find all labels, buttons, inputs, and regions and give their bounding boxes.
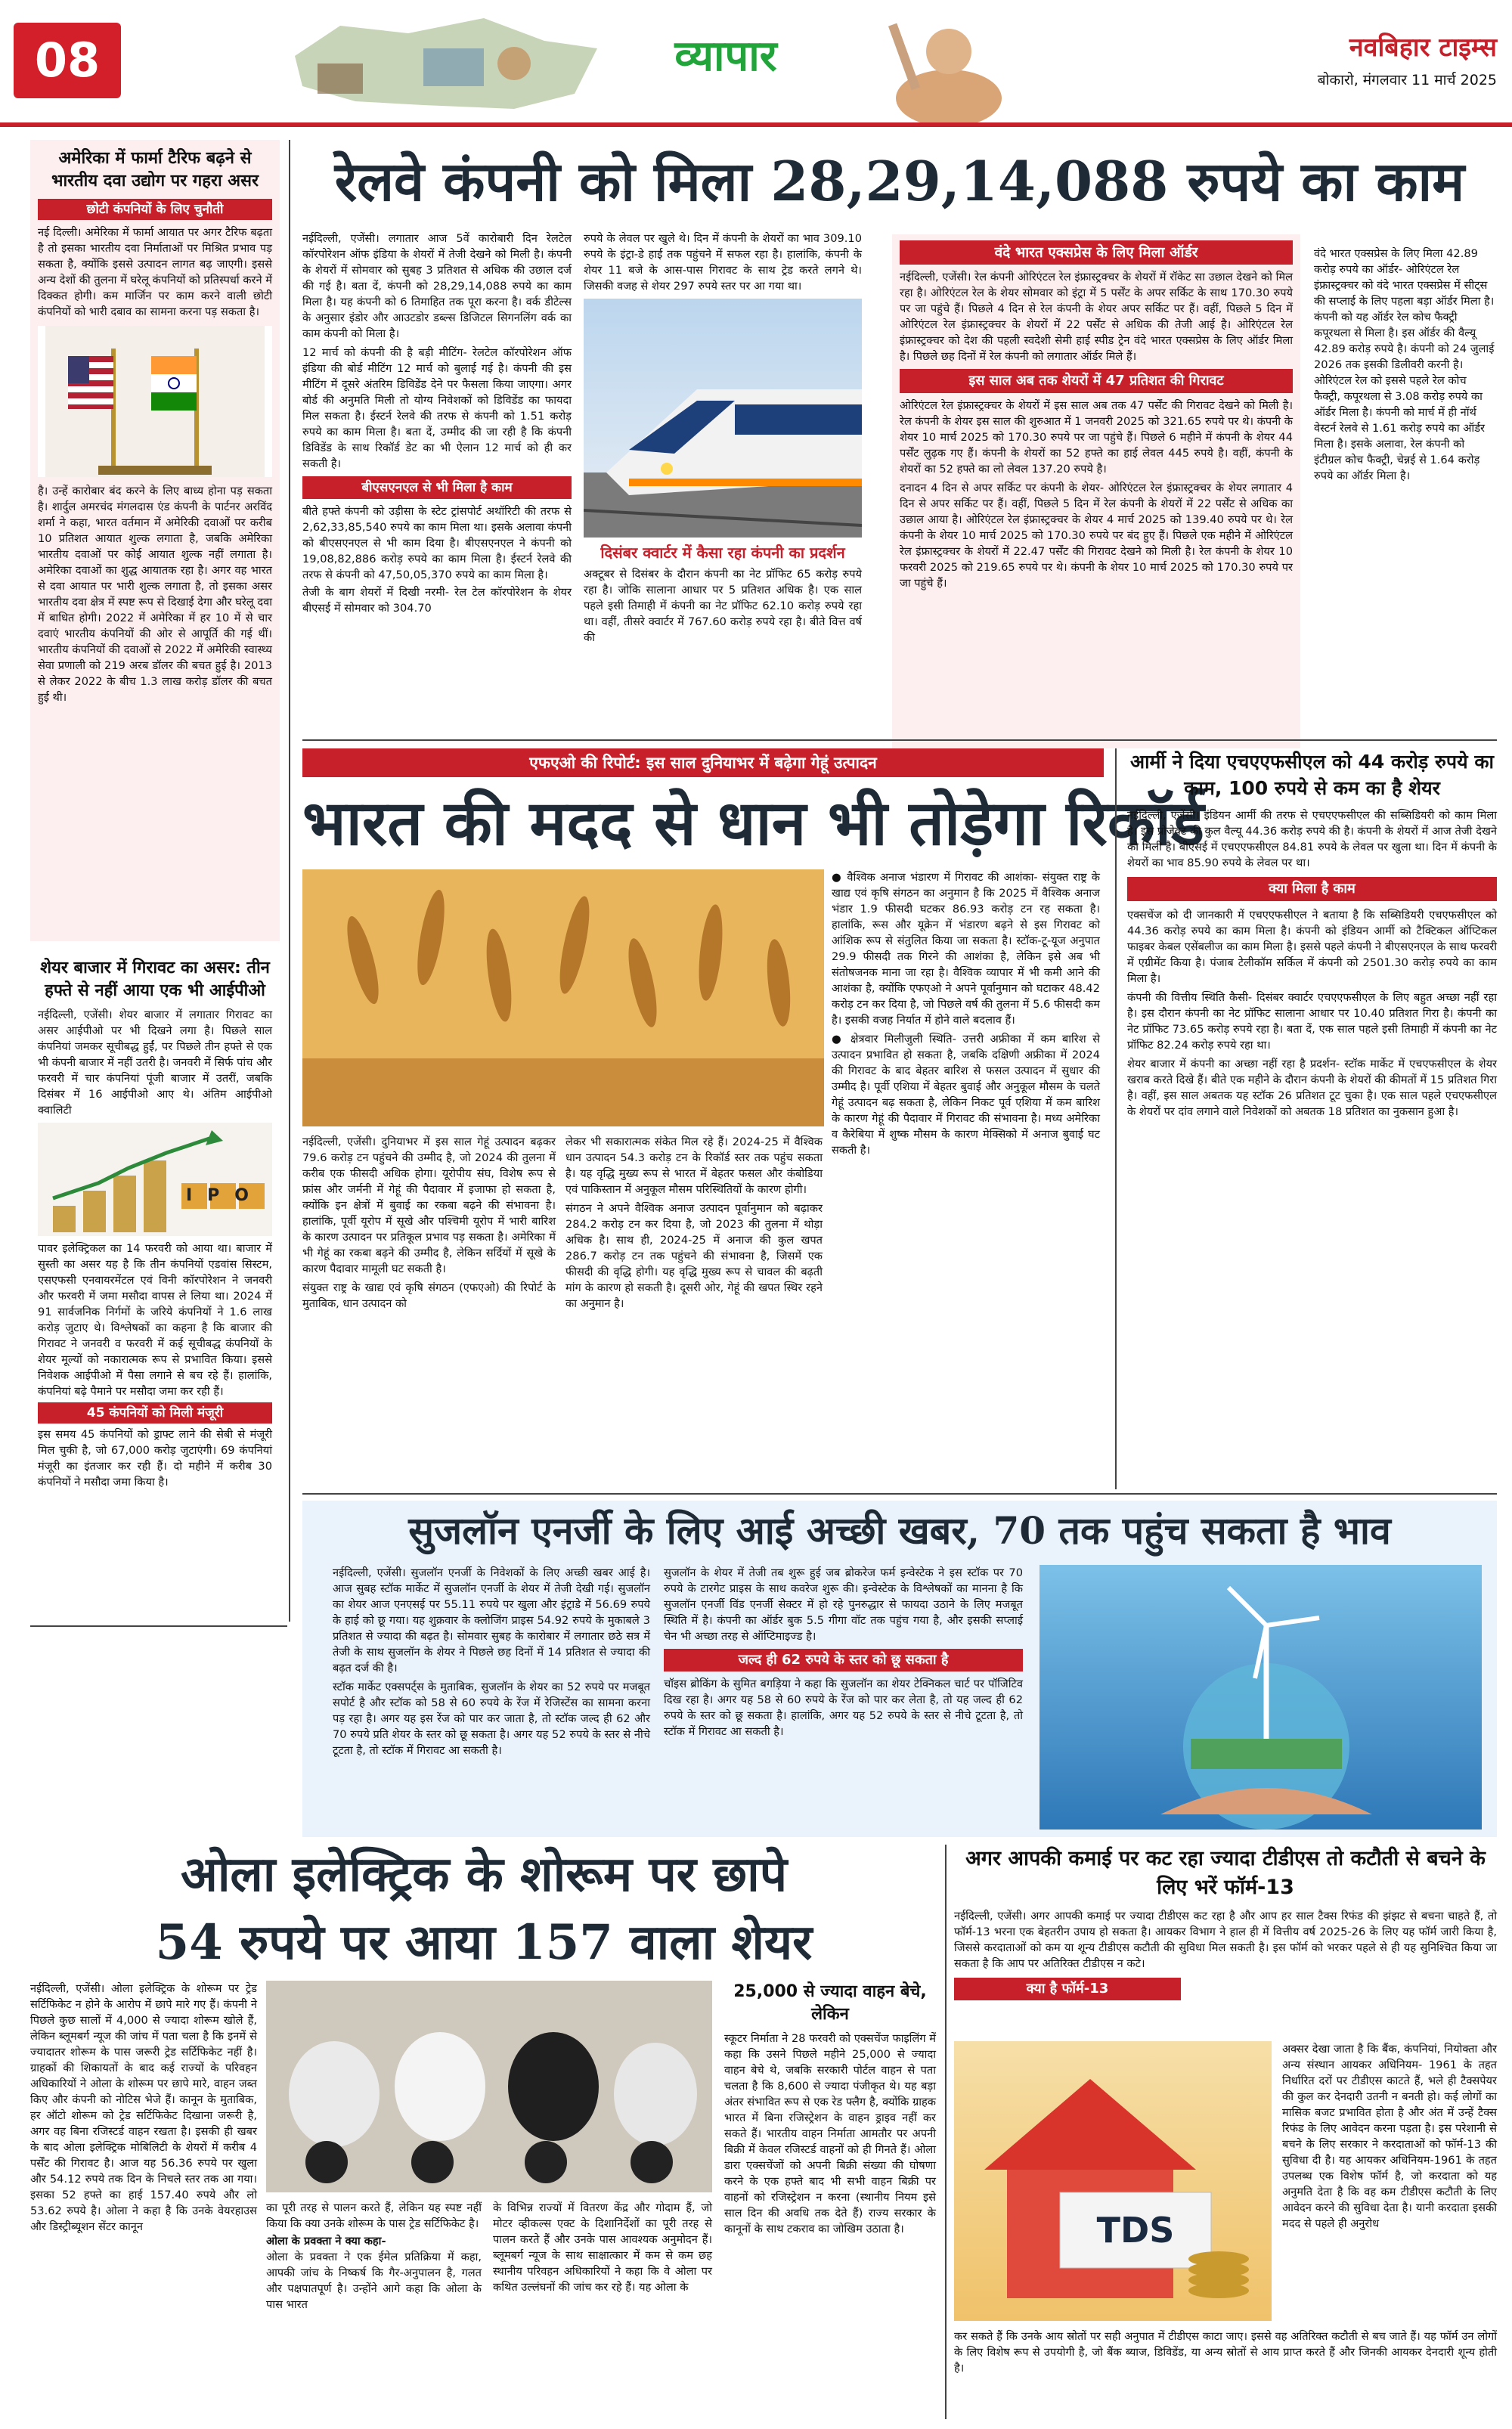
- vahan-para: स्कूटर निर्माता ने 28 फरवरी को एक्सचेंज फाइलिंग में कहा कि उसने पिछले महीने 25,000 से ज्यादा वाहन बेचे थे, जबकि सरकारी पोर्टल वाहन से पता चलता है कि 8,600 से ज्यादा पंजीकृत थे। यह बड़ा अंतर संभावित रूप से एक रेड फ्लैग है, क्योंकि ग्राहक भारत में बिना रजिस्ट्रेशन के वाहन ड्राइव नहीं कर सकते हैं। भारतीय वाहन निर्माता आमतौर पर अपनी बिक्री में केवल रजिस्टर्ड वाहनों को ही गिनते हैं। ओला डारा एक्सचेंजों को अपनी बिक्री संख्या की घोषणा करने के एक हफ्ते बाद भी सभी वाहन बिक्री पर वाहनों को रजिस्ट्रेशन न करना (स्थानीय नियम इसे साल दिन की अवधि तक देते हैं) राज्य सरकार के कानूनों के साथ टकराव का जोखिम उठाता है।: [724, 2032, 936, 2235]
- tds-illustration: [954, 2041, 1272, 2321]
- ola-headline-2: 54 रुपये पर आया 157 वाला शेयर: [155, 1914, 813, 1971]
- ola-col-1: [30, 1981, 257, 2419]
- mid-rule-1: [302, 739, 1497, 741]
- wheat-col-1: [302, 1134, 556, 1482]
- suzlon-para-1: नईदिल्ली, एजेंसी। सुजलॉन एनर्जी के निवेशकों के लिए अच्छी खबर आई है। आज सुबह स्टॉक मार्केट में सुजलॉन एनर्जी के शेयर में तेजी देखी गई। सुजलॉन का शेयर आज एनएसई पर 55.11 रुपये पर खुला और इंट्राडे में 56.69 रुपये के हाई को छू गया। यह शुक्रवार के क्लोजिंग प्राइस 54.92 रुपये के मुकाबले 3 प्रतिशत से ज्यादा की बढ़त है। सोमवार सुबह के कारोबार में लगातार छठे सत्र में तेजी के साथ सुजलॉन के शेयर ने पिछले छह दिनों में 14 प्रतिशत से ज्यादा की बढ़त दर्ज की है।: [333, 1566, 650, 1675]
- ola-col-2: [266, 2200, 482, 2419]
- pharma-para-2: है। उन्हें कारोबार बंद करने के लिए बाध्य होना पड़ सकता है। शार्दुल अमरचंद मंगलदास एंड कंपनी के पार्टनर अरविंद शर्मा ने कहा, भारत वर्तमान में अमेरिकी दवाओं पर करीब 10 प्रतिशत आयात शुल्क लगाता है, जबकि अमेरिका भारतीय दवाओं पर कोई आयात शुल्क नहीं लगाता है। अमेरिका दवाओं का शुद्ध आयातक रहा है। अगर वह भारत से दवा आयात पर भारी शुल्क लगाता है, तो इसका असर भारतीय दवा क्षेत्र में स्पष्ट रूप से दिखाई देगा और घरेलू दवा में बाधित होगी। 2022 में अमेरिका में हर 10 में से चार दवाएं भारतीय कंपनियों की ओर से आपूर्ति की गई थीं। भारतीय कंपनियों की दवाओं से 2022 में अमेरिकी स्वास्थ्य सेवा प्रणाली को 219 अरब डॉलर की बचत हुई है। 2013 से लेकर 2022 के बीच 1.3 लाख करोड़ डॉलर की बचत हुई थी।: [38, 485, 272, 704]
- bullet-icon: ●: [832, 1033, 851, 1046]
- ola-para-3: ओला के प्रवक्ता ने एक ईमेल प्रतिक्रिया में कहा, आपकी जांच के निष्कर्ष कि गैर-अनुपालन है, गलत और पक्षपातपूर्ण है। उन्होंने आगे कहा कि ओला के पास भारत: [266, 2251, 482, 2311]
- ola-divider: [945, 1845, 947, 2419]
- wheat-kicker: एफएओ की रिपोर्ट: इस साल दुनियाभर में बढ़ेगा गेहूं उत्पादन: [302, 748, 1104, 777]
- page-number: 08: [34, 33, 101, 88]
- suzlon-col-2: [664, 1565, 1023, 1829]
- railway-para-2: 12 मार्च को कंपनी की है बड़ी मीटिंग- रेलटेल कॉरपोरेशन ऑफ इंडिया की बोर्ड मीटिंग 12 मार्च को बुलाई गई है। कंपनी की इस मीटिंग में दूसरे अंतरिम डिविडेंड देने पर फैसला किया जाएगा। अगर बोर्ड की अनुमति मिली तो योग्य निवेशकों को डिविडेंड का फायदा मिल सकता है। ईस्टर्न रेलवे की तरफ से कंपनी को 1.51 करोड़ रुपये का काम मिला है। बता दें, उम्मीद की जा रही है कि कंपनी डिविडेंड के साथ रिकॉर्ड डेट का भी ऐलान 12 मार्च को ही कर सकती है।: [302, 346, 572, 470]
- header-figure: [869, 8, 1028, 129]
- vande-para-2: ओरिएंटल रेल इंफ्रास्ट्रक्चर के शेयरों में इस साल अब तक 47 पर्सेंट की गिरावट देखने को मिली है। रेल कंपनी के शेयर इस साल की शुरुआत में 1 जनवरी 2025 को 321.65 रुपये पर थे। कंपनी के शेयर 10 मार्च 2025 को 170.30 रुपये पर जा पहुंचे हैं। पिछले 6 महीने में कंपनी के शेयर 44 पर्सेंट लुढ़क गए हैं। कंपनी के शेयरों का 52 हफ्ते का हाई लेवल 445 रुपये है। वहीं, कंपनी के शेयरों का 52 हफ्ते का लो लेवल 137.20 रुपये है।: [900, 399, 1293, 476]
- army-subhead: क्या मिला है काम: [1127, 877, 1497, 901]
- suzlon-story: [302, 1501, 1497, 1837]
- bullet-icon: ●: [832, 871, 847, 884]
- suzlon-col-1: [333, 1565, 650, 1829]
- tds-bottom: [954, 2328, 1497, 2419]
- army-headline: आर्मी ने दिया एचएएफसीएल को 44 करोड़ रुपये का काम, 100 रुपये से कम का है शेयर: [1129, 751, 1495, 799]
- masthead-brand: नवबिहार टाइम्स: [1349, 33, 1497, 63]
- wheat-para-4: संगठन ने अपने वैश्विक अनाज उत्पादन पूर्वानुमान को बढ़ाकर 284.2 करोड़ टन कर दिया है, जो 2023 की तुलना में थोड़ा अधिक है। साथ ही, 2024-25 में अनाज की कुल खपत 286.7 करोड़ टन तक पहुंचने की संभावना है, जिसमें एक फीसदी की वृद्धि होगी। यह वृद्धि मुख्य रूप से चावल की बढ़ती मांग के कारण हो सकती है। दूसरी ओर, गेहूं की खपत स्थिर रहने का अनुमान है।: [565, 1202, 823, 1310]
- army-para-4: शेयर बाजार में कंपनी का अच्छा नहीं रहा है प्रदर्शन- स्टॉक मार्केट में एचएफसीएल के शेयर खराब करते दिखे हैं। बीते एक महीने के दौरान कंपनी के शेयरों की कीमतों में 15 प्रतिशत गिरा है। वहीं, इस साल अबतक यह स्टॉक 26 प्रतिशत टूट चुका है। एक साल पहले एचएफसीएल के शेयरों पर दांव लगाने वाले निवेशकों को अबतक 18 प्रतिशत का नुकसान हुआ है।: [1127, 1058, 1497, 1118]
- wind-turbine-illustration: [1040, 1565, 1482, 1829]
- railway-para-6: अक्टूबर से दिसंबर के दौरान कंपनी का नेट प्रॉफिट 65 करोड़ रुपये रहा है। जोकि सालाना आधार पर 5 प्रतिशत अधिक है। एक साल पहले इसी तिमाही में कंपनी का नेट प्रॉफिट 62.10 करोड़ रुपये रहा था। वहीं, तीसरे क्वार्टर में 767.60 करोड़ रुपये रहा है। बीते वित्त वर्ष की: [584, 568, 862, 644]
- decorative-figure-icon: [869, 8, 1028, 129]
- wheat-headline: भारत की मदद से धान भी तोड़ेगा रिकॉर्ड: [302, 787, 1204, 860]
- army-para-3: कंपनी की वित्तीय स्थिति कैसी- दिसंबर क्वार्टर एचएएफसीएल के लिए बहुत अच्छा नहीं रहा है। इस दौरान कंपनी का नेट प्रॉफिट सालाना आधार पर 10.40 प्रतिशत गिरा है। कंपनी का नेट प्रॉफिट 73.65 करोड़ रुपये रहा है। बता दें, एक साल पहले इसी तिमाही में कंपनी का नेट प्रॉफिट 82.24 करोड़ रुपये रहा था।: [1127, 991, 1497, 1052]
- railway-col-1: [302, 231, 572, 730]
- header-collage: [287, 11, 605, 116]
- railway-para-3: बीते हफ्ते कंपनी को उड़ीसा के स्टेट ट्रांसपोर्ट अथॉरिटी की तरफ से 2,62,33,85,540 रुपये का काम मिला था। इसके अलावा कंपनी को बीएसएनएल से भी काम दिया है। बीएसएनएल ने कंपनी को 19,08,82,886 करोड़ रुपये का काम मिला है। ईस्टर्न रेलवे की तरफ से कंपनी को 47,50,05,370 रुपये का काम मिला है।: [302, 505, 572, 581]
- wheat-bullet-1: [832, 869, 1100, 1028]
- mid-rule-2: [302, 1493, 1497, 1495]
- railway-para-1: नईदिल्ली, एजेंसी। लगातार आज 5वें कारोबारी दिन रेलटेल कॉरपोरेशन ऑफ इंडिया के शेयरों में तेजी देखने को मिली है। कंपनी के शेयरों में सोमवार को सुबह 3 प्रतिशत से अधिक की उछाल दर्ज की गई है। बता दें, कंपनी को 28,29,14,088 रुपये का काम मिला है। यह कंपनी को 6 तिमाहित तक पूरा करना है। वर्क डीटेल्स के अनुसार इंडोर और आउटडोर डब्ल्स डिजिटल सिगनलिंग वर्क का काम कंपनी को मिला है।: [302, 232, 572, 340]
- ola-spokesperson-subhead: ओला के प्रवक्ता ने क्या कहा-: [266, 2235, 386, 2248]
- us-india-flags-icon: [38, 326, 272, 477]
- suzlon-para-2: स्टॉक मार्केट एक्सपर्ट्स के मुताबिक, सुजलॉन के शेयर का 52 रुपये पर मजबूत सपोर्ट है और स्टॉक को 58 से 60 रुपये के रेंज में रेजिस्टेंस का सामना करना पड़ रहा है। अगर यह इस रेंज को पार कर जाता है, तो स्टॉक जल्द ही 62 और 70 रुपये प्रति शेयर के स्तर को छू सकता है। अगर यह 52 रुपये के स्तर से नीचे टूटता है, तो स्टॉक में गिरावट आ सकती है।: [333, 1681, 650, 1757]
- suzlon-para-4: चॉइस ब्रोकिंग के सुमित बगड़िया ने कहा कि सुजलॉन का शेयर टेक्निकल चार्ट पर पॉजिटिव दिख रहा है। अगर यह 58 से 60 रुपये के रेंज को पार कर लेता है, तो यह जल्द ही 62 रुपये के स्तर को छू सकता है। हालांकि, अगर यह 52 रुपये के स्तर से नीचे टूटता है, तो स्टॉक में गिरावट आ सकती है।: [664, 1678, 1023, 1738]
- vahan-box: [724, 1981, 936, 2419]
- tds-col-2: [1282, 2041, 1497, 2321]
- wheat-para-3: लेकर भी सकारात्मक संकेत मिल रहे हैं। 2024-25 में वैश्विक धान उत्पादन 54.3 करोड़ टन के रिकॉर्ड स्तर तक पहुंच सकता है। यह वृद्धि मुख्य रूप से भारत में बेहतर फसल और कंबोडिया एवं पाकिस्तान में अनुकूल मौसम परिस्थितियों के कारण होगी।: [565, 1135, 823, 1196]
- masthead-date: बोकारो, मंगलवार 11 मार्च 2025: [1317, 72, 1497, 88]
- train-illustration: [584, 299, 862, 538]
- ipo-illustration: [38, 1123, 272, 1236]
- pharma-subhead: छोटी कंपनियों के लिए चुनौती: [38, 199, 272, 220]
- ipo-subhead: 45 कंपनियों को मिली मंजूरी: [38, 1402, 272, 1424]
- scooter-illustration: [266, 1981, 712, 2192]
- decline-subhead: इस साल अब तक शेयरों में 47 प्रतिशत की गिरावट: [900, 369, 1293, 393]
- ipo-para-3: इस समय 45 कंपनियों को ड्राफ्ट लाने की सेबी से मंजूरी मिल चुकी है, जो 67,000 करोड़ जुटाएंगी। 69 कंपनियां मंजूरी का इंतजार कर रही हैं। दो महीने में करीब 30 कंपनियों ने मसौदा जमा किया है।: [38, 1428, 272, 1489]
- ola-para-4: के विभिन्न राज्यों में वितरण केंद्र और गोदाम हैं, जो मोटर व्हीकल्स एक्ट के दिशानिर्देशों का पूरी तरह से पालन करते हैं और उनके पास आवश्यक अनुमोदन हैं। ब्लूमबर्ग न्यूज के साथ साक्षात्कार में कम से कम छह स्थानीय परिवहन अधिकारियों ने कहा कि वे ओला पर कथित उल्लंघनों की जांच कर रहे हैं। यह ओला के: [493, 2201, 712, 2294]
- wheat-para-1: नईदिल्ली, एजेंसी। दुनियाभर में इस साल गेहूं उत्पादन बढ़कर 79.6 करोड़ टन पहुंचने की उम्मीद है, जो 2024 की तुलना में करीब एक फीसदी अधिक होगा। यूरोपीय संघ, विशेष रूप से फ्रांस और जर्मनी में गेहूं की पैदावार में इजाफा हो सकता है, क्योंकि इन क्षेत्रों में बुवाई का रकबा बढ़ने की संभावना है। हालांकि, पूर्वी यूरोप में सूखे और पश्चिमी यूरोप में भारी बारिश के कारण उत्पादन पर प्रतिकूल प्रभाव पड़ सकता है। अमेरिका में भी गेहूं का रकबा बढ़ने की उम्मीद है, लेकिन सर्दियों में सूखे के कारण पैदावार मामूली घट सकती है।: [302, 1135, 556, 1275]
- ipo-para-1: नईदिल्ली, एजेंसी। शेयर बाजार में लगातार गिरावट का असर आईपीओ पर भी दिखने लगा है। पिछले साल कंपनियां जमकर सूचीबद्ध हुईं, पर पिछले तीन हफ्ते से एक भी कंपनी बाजार में नहीं उतरी है। जनवरी में सिर्फ पांच और फरवरी में चार कंपनियां पूंजी बाजार में उतरीं, जबकि दिसंबर में 16 आईपीओ आए थे। अंतिम आईपीओ क्वालिटी: [38, 1008, 272, 1117]
- vande-bharat-subhead: वंदे भारत एक्सप्रेस के लिए मिला ऑर्डर: [900, 240, 1293, 265]
- vande-para-3: दनादन 4 दिन से अपर सर्किट पर कंपनी के शेयर- ओरिएंटल रेल इंफ्रास्ट्रक्चर के शेयर लगातार 4 दिन से अपर सर्किट पर हैं। वहीं, पिछले 5 दिन में रेल कंपनी के शेयरों में 22 पर्सेंट से अधिक का उछाल आया है। ओरिएंटल रेल इंफ्रास्ट्रक्चर के शेयर 4 मार्च 2025 को 139.40 रुपये पर थे। रेल कंपनी के शेयर 10 मार्च 2025 को 170.30 रुपये पर बंद हुए हैं। पिछले एक महीने में ओरिएंटल रेल इंफ्रास्ट्रक्चर के शेयरों में 22.47 पर्सेंट की गिरावट देखने को मिली है। रेल कंपनी के शेयर 10 फरवरी 2025 को 219.65 रुपये पर थे। कंपनी के शेयर 10 मार्च 2025 को 170.30 रुपये पर जा पहुंचे हैं।: [900, 482, 1293, 590]
- vande-para-1: नईदिल्ली, एजेंसी। रेल कंपनी ओरिएंटल रेल इंफ्रास्ट्रक्चर के शेयरों में रॉकेट सा उछाल देखने को मिल रहा है। ओरिएंटल रेल के शेयर सोमवार को इंट्रा में 5 पर्सेंट के अपर सर्किट के साथ 170.30 रुपये पर जा पहुंचे हैं। पिछले 4 दिन से रेल कंपनी के शेयर अपर सर्किट पर हैं। वहीं, पिछले 5 दिन में ओरिएंटल रेल इंफ्रास्ट्रक्चर के शेयरों में 22 पर्सेंट से अधिक की तेजी आई है। ओरिएंटल रेल इंफ्रास्ट्रक्चर को देश की पहली स्वदेशी सेमी हाई स्पीड ट्रेन वंदे भारत एक्सप्रेस के लिए ऑर्डर मिला है। पिछले छह दिनों में रेल कंपनी को लगातार ऑर्डर मिले हैं।: [900, 271, 1293, 363]
- wheat-bullet-1-text: वैश्विक अनाज भंडारण में गिरावट की आशंका- संयुक्त राष्ट्र के खाद्य एवं कृषि संगठन का अनुमान है कि 2025 में वैश्विक अनाज भंडार 1.9 फीसदी घटकर 86.93 करोड़ टन रह सकता है। हालांकि, रूस और यूक्रेन में भंडारण बढ़ने से इस गिरावट को आंशिक रूप से संतुलित किया जा सकता है। स्टॉक-टू-यूज अनुपात 29.9 फीसदी तक गिरने की आशंका है, लेकिन इसे अब भी संतोषजनक माना जा रहा है। वैश्विक व्यापार में भी कमी आने की आशंका है, क्योंकि एफएओ ने अपने पूर्वानुमान को घटाकर 48.42 करोड़ टन कर दिया है, जो पिछले वर्ष की तुलना में 5.6 फीसदी कम है। इसकी वजह निर्यात में होने वाले बदलाव हैं।: [832, 871, 1100, 1027]
- bihar-map-collage-icon: [287, 11, 605, 116]
- tds-headline: अगर आपकी कमाई पर कट रहा ज्यादा टीडीएस तो कटौती से बचने के लिए भरें फॉर्म-13: [965, 1847, 1486, 1899]
- ipo-coins-chart-icon: [38, 1123, 272, 1236]
- wind-turbine-globe-icon: [1040, 1565, 1482, 1829]
- header-rule: [0, 122, 1512, 127]
- ola-para-2: का पूरी तरह से पालन करते हैं, लेकिन यह स्पष्ट नहीं किया कि क्या उनके शोरूम के पास ट्रेड सर्टिफिकेट है।: [266, 2201, 482, 2230]
- suzlon-para-3: सुजलॉन के शेयर में तेजी तब शुरू हुई जब ब्रोकरेज फर्म इन्वेस्टेक ने इस स्टॉक पर 70 रुपये के टारगेट प्राइस के साथ कवरेज शुरू की। इन्वेस्टेक के विश्लेषकों का मानना है कि सुजलॉन एनर्जी विंड एनर्जी सेक्टर में हो रहे पुनरुद्धार से फायदा उठाने के लिए मजबूत स्थिति में है। कंपनी का ऑर्डर बुक 5.5 गीगा वॉट तक पहुंच गया है, और इसकी सप्लाई चेन भी अच्छा तरह से ऑप्टिमाइज्ड है।: [664, 1566, 1023, 1643]
- wheat-illustration: [302, 869, 824, 1126]
- railway-headline: रेलवे कंपनी को मिला 28,29,14,088 रुपये का काम: [334, 149, 1465, 213]
- section-title: व्यापार: [674, 32, 777, 81]
- tds-para-1: नईदिल्ली, एजेंसी। अगर आपकी कमाई पर ज्यादा टीडीएस कट रहा है और आप हर साल टैक्स रिफंड की झंझट से बचना चाहते हैं, तो फॉर्म-13 भरना एक बेहतरीन उपाय हो सकता है। आयकर विभाग ने हाल ही में वित्तीय वर्ष 2025-26 के लिए यह फॉर्म जारी किया है, जिससे करदाताओं को कम या शून्य टीडीएस कटौती की सुविधा मिल सकती है। इस फॉर्म को भरकर पहले से ही यह सुनिश्चित किया जा सकता है कि आप पर अतिरिक्त टीडीएस न कटे।: [954, 1910, 1497, 1970]
- vande-sidebar-text: वंदे भारत एक्सप्रेस के लिए मिला 42.89 करोड़ रुपये का ऑर्डर- ओरिएंटल रेल इंफ्रास्ट्रक्चर को वंदे भारत एक्सप्रेस में सीट्स की सप्लाई के लिए पहला बड़ा ऑर्डर मिला है। कंपनी को यह ऑर्डर रेल कोच फैक्ट्री कपूरथला से मिला है। इस ऑर्डर की वैल्यू 42.89 करोड़ रुपये है। कंपनी को 24 जुलाई 2026 तक इसकी डिलीवरी करनी है। ओरिएंटल रेल को इससे पहले रेल कोच फैक्ट्री, कपूरथला से 3.08 करोड़ रुपये का ऑर्डर मिला है। कंपनी को मार्च में ही नॉर्थ वेस्टर्न रेलवे से 1.61 करोड़ रुपये का ऑर्डर मिला है। इसके अलावा, रेल कंपनी को इंटीग्रल कोच फैक्ट्री, चेन्नई से 1.64 करोड़ रुपये का ऑर्डर मिला है।: [1314, 247, 1495, 482]
- ola-para-1: नईदिल्ली, एजेंसी। ओला इलेक्ट्रिक के शोरूम पर ट्रेड सर्टिफिकेट न होने के आरोप में छापे मारे गए हैं। कंपनी ने पिछले कुछ सालों में 4,000 से ज्यादा शोरूम खोले हैं, लेकिन ब्लूमबर्ग न्यूज की जांच में पता चला है कि इनमें से ज्यादातर शोरूम के पास जरूरी ट्रेड सर्टिफिकेट नहीं है। ग्राहकों की शिकायतों के बाद कई राज्यों के परिवहन अधिकारियों ने ओला के शोरूम पर छापे मारे, वाहन जब्त किए और कंपनी को नोटिस भेजे हैं। कानून के मुताबिक, हर ऑटो शोरूम को ट्रेड सर्टिफिकेट दिखाना जरूरी है, अगर वह बिना रजिस्टर्ड वाहन रखता है। इसकी ही खबर के बाद ओला इलेक्ट्रिक मोबिलिटी के शेयरों में करीब 4 पर्सेंट की गिरावट है। आज यह 56.36 रुपये पर खुला और 54.12 रुपये तक दिन के निचले स्तर तक आ गया। इसका 52 हफ्ते का हाई 157.40 रुपये और लो 53.62 रुपये है। ओला ने कहा है कि उनके वेयरहाउस और डिस्ट्रीब्यूशन सेंटर कानून: [30, 1982, 257, 2233]
- vahan-subhead: 25,000 से ज्यादा वाहन बेचे, लेकिन: [733, 1982, 927, 2024]
- tds-para-3: कर सकते हैं कि उनके आय स्रोतों पर सही अनुपात में टीडीएस काटा जाए। इससे वह अतिरिक्त कटौती से बच जाते हैं। यह फॉर्म उन लोगों के लिए विशेष रूप से उपयोगी है, जो बैंक ब्याज, डिविडेंड, या अन्य स्रोतों से आय प्राप्त करते हैं और जिनकी आयकर देनदारी शून्य होती है।: [954, 2330, 1497, 2375]
- vande-sidebar: [1314, 246, 1495, 745]
- left-column-divider: [289, 140, 290, 1622]
- december-quarter-subhead: दिसंबर क्वार्टर में कैसा रहा कंपनी का प्रदर्शन: [600, 544, 845, 562]
- railway-col-2: [584, 231, 862, 730]
- wheat-bullet-2-text: क्षेत्रवार मिलीजुली स्थिति- उत्तरी अफ्रीका में कम बारिश से उत्पादन प्रभावित हो सकता है, जबकि दक्षिणी अफ्रीका में 2024 की गिरावट के बाद बेहतर बारिश से फसल उत्पादन में सुधार की उम्मीद है। पूर्वी एशिया में बेहतर बुवाई और अनुकूल मौसम के चलते गेहूं उत्पादन बढ़ सकता है, लेकिन निकट पूर्व एशिया में कम बारिश के कारण गेहूं की पैदावार में गिरावट की संभावना है। मध्य अमेरिका व कैरेबिया में शुष्क मौसम के कारण मेक्सिको में अनाज बुवाई घट सकती है।: [832, 1033, 1100, 1157]
- bsnl-subhead: बीएसएनएल से भी मिला है काम: [302, 476, 572, 499]
- wheat-col-2: [565, 1134, 823, 1482]
- suzlon-headline: सुजलॉन एनर्जी के लिए आई अच्छी खबर, 70 तक पहुंच सकता है भाव: [408, 1508, 1391, 1553]
- ipo-headline: शेयर बाजार में गिरावट का असर: तीन हफ्ते से नहीं आया एक भी आईपीओ: [40, 959, 270, 1000]
- vande-bharat-story: [892, 234, 1300, 748]
- tds-card-label: TDS: [1096, 2210, 1175, 2251]
- railway-para-4: तेजी के बाग शेयरों में दिखी नरमी- रेल टेल कॉरपोरेशन के शेयर बीएसई में सोमवार को 304.70: [302, 586, 572, 615]
- ipo-story: [30, 953, 280, 1610]
- flags-illustration: [38, 326, 272, 477]
- railway-para-5: रुपये के लेवल पर खुले थे। दिन में कंपनी के शेयरों का भाव 309.10 रुपये के इंट्रा-डे हाई तक पहुंचने में सफल रहा है। हालांकि, कंपनी के शेयर 11 बजे के आस-पास गिरावट के साथ ट्रेड करते लगने थे। जिसकी वजह से शेयर 297 रुपये स्तर पर आ गया था।: [584, 232, 862, 293]
- ipo-blocks-label: IPO: [186, 1186, 265, 1205]
- pharma-story: [30, 140, 280, 941]
- pharma-para-1: नई दिल्ली। अमेरिका में फार्मा आयात पर अगर टैरिफ बढ़ता है तो इसका भारतीय दवा निर्माताओं पर मिश्रित प्रभाव पड़ सकता है, क्योंकि इससे उत्पादन लागत बढ़ जाएगी। इससे अन्य देशों की तुलना में घरेलू कंपनियों को प्रतिस्पर्धा करने में दिक्कत होगी। कम मार्जिन पर काम करने वाली छोटी कंपनियों को भारी दबाव का सामना करना पड़ सकता है।: [38, 226, 272, 318]
- tds-para-2: अक्सर देखा जाता है कि बैंक, कंपनियां, नियोक्ता और अन्य संस्थान आयकर अधिनियम- 1961 के तहत निर्धारित दरों पर टीडीएस काटते हैं, भले ही टैक्सपेयर की कुल कर देनदारी उतनी न बनती हो। कई लोगों का मासिक बजट प्रभावित होता है और अंत में उन्हें टैक्स रिफंड के लिए आवेदन करना पड़ता है। इस परेशानी से बचने के लिए सरकार ने करदाताओं को फॉर्म-13 की सुविधा दी है। यह आयकर अधिनियम-1961 के तहत उपलब्ध एक विशेष फॉर्म है, जो करदाता को यह अनुमति देता है कि वह कम टीडीएस कटौती के लिए आवेदन करने की सुविधा देता है। यानी करदाता इसकी मदद से पहले ही अनुरोध: [1282, 2043, 1497, 2230]
- header: [0, 0, 1512, 130]
- ipo-para-2: पावर इलेक्ट्रिकल का 14 फरवरी को आया था। बाजार में सुस्ती का असर यह है कि तीन कंपनियों एडवांस सिस्टम, एसएफसी एनवायरमेंटल एवं विनी कॉरपोरेशन ने जनवरी और फरवरी में जमा मसौदा वापस ले लिया था। 2024 में 91 सार्वजनिक निर्गमों के जरिये कंपनियों ने 1.6 लाख करोड़ जुटाए थे। विश्लेषकों का कहना है कि बाजार की गिरावट ने जनवरी व फरवरी में कई सूचीबद्ध कंपनियों के शेयर मूल्यों को नकारात्मक रूप से प्रभावित किया। इससे निवेशक आईपीओ में पैसा लगाने से बच रहे हैं। हालांकि, कंपनियां बढ़े पैमाने पर मसौदा जमा कर रही हैं।: [38, 1242, 272, 1398]
- wheat-field-icon: [302, 869, 824, 1126]
- ola-col-3: [493, 2200, 712, 2419]
- wheat-bullet-2: [832, 1031, 1100, 1158]
- army-story: [1115, 748, 1497, 1489]
- page-number-box: [14, 23, 121, 98]
- suzlon-subhead: जल्द ही 62 रुपये के स्तर को छू सकता है: [664, 1649, 1023, 1671]
- army-para-2: एक्सचेंज को दी जानकारी में एचएएफसीएल ने बताया है कि सब्सिडियरी एचएफसीएल को 44.36 करोड़ रुपये का काम मिला है। कंपनी को इंडियन आर्मी को टैक्टिकल ऑप्टिकल फाइबर केबल एसेंबलीज का काम मिला है। इससे पहले कंपनी ने बीएसएनएल के साथ फरवरी में एग्रीमेंट किया है। पंजाब टेलीकॉम सर्किल में कंपनी को 2501.30 करोड़ रुपये का काम मिला है।: [1127, 909, 1497, 985]
- ola-headline-1: ओला इलेक्ट्रिक के शोरूम पर छापे: [180, 1846, 788, 1903]
- electric-scooters-icon: [266, 1981, 712, 2192]
- tds-house-coins-icon: [954, 2041, 1272, 2321]
- army-para-1: नईदिल्ली, एजेंसी। इंडियन आर्मी की तरफ से एचएएफसीएल की सब्सिडियरी को काम मिला है। इस प्रोजेक्ट की कुल वैल्यू 44.36 करोड़ रुपये की है। कंपनी के शेयरों में आज तेजी देखने को मिली है। बीएसई में एचएएफसीएल 84.81 रुपये के लेवल पर खुला था। दिन में कंपनी के शेयरों का भाव 85.90 रुपये के लेवल पर था।: [1127, 809, 1497, 869]
- mid-rule-3: [30, 1625, 287, 1627]
- wheat-para-2: संयुक्त राष्ट्र के खाद्य एवं कृषि संगठन (एफएओ) की रिपोर्ट के मुताबिक, धान उत्पादन को: [302, 1281, 556, 1310]
- vande-bharat-train-icon: [584, 299, 862, 538]
- pharma-headline: अमेरिका में फार्मा टैरिफ बढ़ने से भारतीय दवा उद्योग पर गहरा असर: [51, 149, 259, 191]
- tds-subhead: क्या है फॉर्म-13: [954, 1978, 1181, 2000]
- wheat-col-3: [832, 869, 1100, 1482]
